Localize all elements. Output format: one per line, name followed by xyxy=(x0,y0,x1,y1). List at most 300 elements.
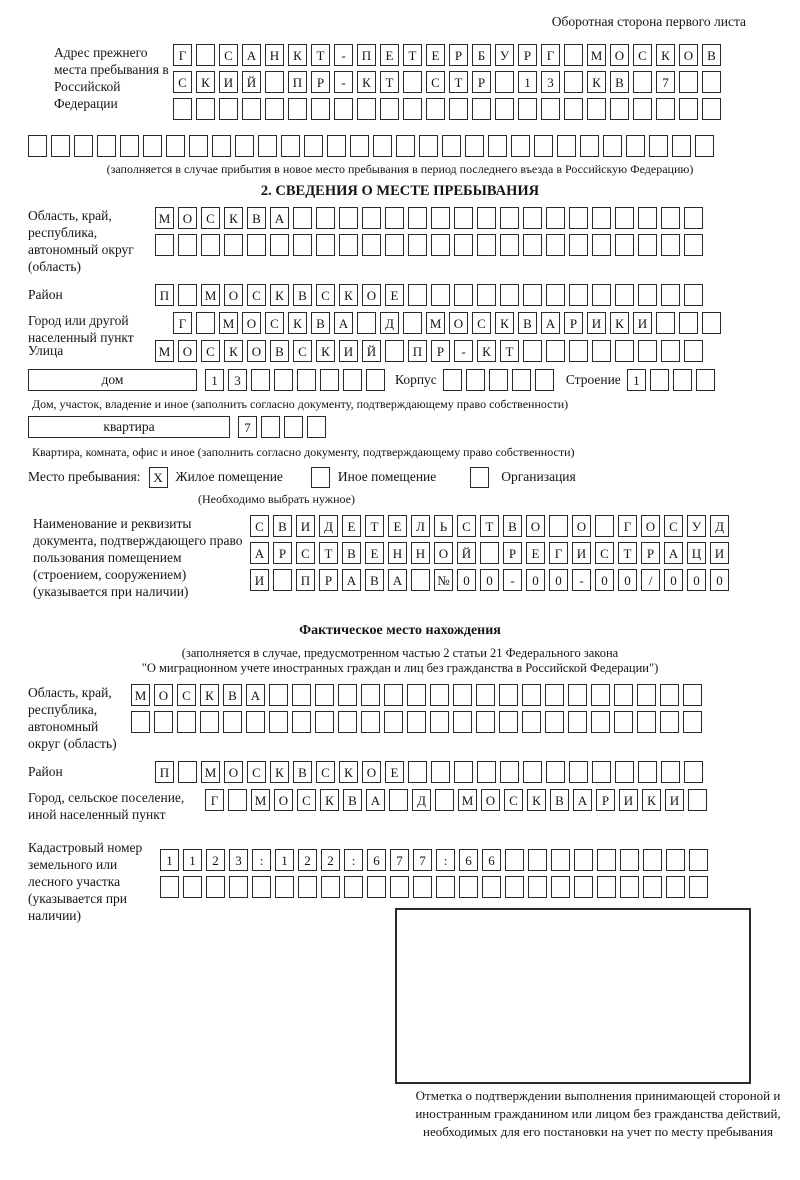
char-box[interactable] xyxy=(637,711,656,733)
char-box[interactable] xyxy=(361,711,380,733)
char-box[interactable] xyxy=(270,234,289,256)
char-box[interactable]: К xyxy=(224,207,243,229)
char-box[interactable] xyxy=(235,135,254,157)
char-box[interactable]: О xyxy=(178,340,197,362)
char-box[interactable]: В xyxy=(702,44,721,66)
char-box[interactable] xyxy=(413,876,432,898)
char-box[interactable] xyxy=(385,340,404,362)
char-box[interactable] xyxy=(482,876,501,898)
char-box[interactable] xyxy=(166,135,185,157)
char-box[interactable] xyxy=(580,135,599,157)
char-box[interactable]: С xyxy=(426,71,445,93)
char-box[interactable] xyxy=(196,312,215,334)
char-box[interactable]: Г xyxy=(618,515,637,537)
char-box[interactable] xyxy=(407,711,426,733)
char-box[interactable]: С xyxy=(316,284,335,306)
char-box[interactable] xyxy=(367,876,386,898)
char-box[interactable]: С xyxy=(504,789,523,811)
char-box[interactable] xyxy=(357,98,376,120)
char-box[interactable]: О xyxy=(679,44,698,66)
char-box[interactable] xyxy=(673,369,692,391)
stay-option-other-checkbox[interactable] xyxy=(311,467,330,488)
char-box[interactable] xyxy=(614,684,633,706)
char-box[interactable] xyxy=(549,515,568,537)
char-box[interactable]: К xyxy=(316,340,335,362)
char-box[interactable]: 0 xyxy=(618,569,637,591)
char-box[interactable]: В xyxy=(518,312,537,334)
char-box[interactable] xyxy=(362,234,381,256)
char-box[interactable]: 0 xyxy=(480,569,499,591)
char-box[interactable]: Р xyxy=(641,542,660,564)
char-box[interactable] xyxy=(449,98,468,120)
char-box[interactable]: И xyxy=(710,542,729,564)
char-box[interactable]: О xyxy=(362,761,381,783)
char-box[interactable]: Т xyxy=(319,542,338,564)
char-box[interactable] xyxy=(454,234,473,256)
char-box[interactable]: 3 xyxy=(229,849,248,871)
char-box[interactable] xyxy=(385,207,404,229)
char-box[interactable] xyxy=(178,761,197,783)
char-box[interactable]: К xyxy=(527,789,546,811)
char-box[interactable] xyxy=(688,789,707,811)
char-box[interactable]: М xyxy=(219,312,238,334)
char-box[interactable]: К xyxy=(320,789,339,811)
char-box[interactable] xyxy=(702,71,721,93)
char-box[interactable] xyxy=(454,284,473,306)
char-box[interactable] xyxy=(656,312,675,334)
char-box[interactable] xyxy=(568,684,587,706)
char-box[interactable] xyxy=(269,711,288,733)
char-box[interactable] xyxy=(638,761,657,783)
char-box[interactable]: Т xyxy=(500,340,519,362)
char-box[interactable] xyxy=(615,284,634,306)
char-box[interactable]: М xyxy=(587,44,606,66)
char-box[interactable]: К xyxy=(642,789,661,811)
char-box[interactable] xyxy=(403,98,422,120)
char-box[interactable]: В xyxy=(223,684,242,706)
char-box[interactable]: М xyxy=(131,684,150,706)
char-box[interactable] xyxy=(702,312,721,334)
char-box[interactable] xyxy=(477,207,496,229)
char-box[interactable]: Р xyxy=(311,71,330,93)
char-box[interactable]: С xyxy=(457,515,476,537)
char-box[interactable]: А xyxy=(342,569,361,591)
char-box[interactable]: С xyxy=(316,761,335,783)
char-box[interactable] xyxy=(489,369,508,391)
char-box[interactable] xyxy=(546,284,565,306)
char-box[interactable]: В xyxy=(550,789,569,811)
char-box[interactable] xyxy=(411,569,430,591)
char-box[interactable] xyxy=(620,849,639,871)
char-box[interactable] xyxy=(569,284,588,306)
char-box[interactable] xyxy=(523,761,542,783)
char-box[interactable] xyxy=(459,876,478,898)
char-box[interactable] xyxy=(592,761,611,783)
char-box[interactable]: 7 xyxy=(390,849,409,871)
char-box[interactable]: О xyxy=(572,515,591,537)
char-box[interactable] xyxy=(343,369,362,391)
char-box[interactable] xyxy=(661,340,680,362)
char-box[interactable] xyxy=(265,98,284,120)
char-box[interactable]: С xyxy=(219,44,238,66)
char-box[interactable] xyxy=(426,98,445,120)
char-box[interactable] xyxy=(154,711,173,733)
char-box[interactable]: С xyxy=(177,684,196,706)
char-box[interactable] xyxy=(292,684,311,706)
char-box[interactable]: Р xyxy=(273,542,292,564)
char-box[interactable] xyxy=(545,684,564,706)
char-box[interactable] xyxy=(592,207,611,229)
char-box[interactable]: О xyxy=(526,515,545,537)
char-box[interactable]: П xyxy=(357,44,376,66)
char-box[interactable] xyxy=(385,234,404,256)
char-box[interactable]: Е xyxy=(342,515,361,537)
char-box[interactable]: Д xyxy=(380,312,399,334)
char-box[interactable] xyxy=(679,71,698,93)
char-box[interactable]: Р xyxy=(564,312,583,334)
char-box[interactable] xyxy=(321,876,340,898)
char-box[interactable] xyxy=(338,684,357,706)
char-box[interactable]: Р xyxy=(596,789,615,811)
char-box[interactable]: С xyxy=(664,515,683,537)
char-box[interactable] xyxy=(569,234,588,256)
char-box[interactable] xyxy=(408,207,427,229)
char-box[interactable] xyxy=(505,876,524,898)
char-box[interactable]: : xyxy=(344,849,363,871)
char-box[interactable] xyxy=(500,284,519,306)
char-box[interactable]: 7 xyxy=(238,416,257,438)
char-box[interactable] xyxy=(212,135,231,157)
char-box[interactable]: Т xyxy=(365,515,384,537)
char-box[interactable] xyxy=(638,284,657,306)
char-box[interactable]: 0 xyxy=(549,569,568,591)
char-box[interactable]: М xyxy=(251,789,270,811)
char-box[interactable] xyxy=(656,98,675,120)
char-box[interactable] xyxy=(442,135,461,157)
char-box[interactable]: Т xyxy=(618,542,637,564)
char-box[interactable]: К xyxy=(477,340,496,362)
char-box[interactable]: Р xyxy=(319,569,338,591)
char-box[interactable] xyxy=(293,207,312,229)
char-box[interactable] xyxy=(407,684,426,706)
char-box[interactable] xyxy=(242,98,261,120)
char-box[interactable] xyxy=(275,876,294,898)
char-box[interactable] xyxy=(466,369,485,391)
char-box[interactable]: О xyxy=(178,207,197,229)
char-box[interactable]: Т xyxy=(403,44,422,66)
char-box[interactable]: С xyxy=(296,542,315,564)
char-box[interactable] xyxy=(499,684,518,706)
char-box[interactable]: М xyxy=(458,789,477,811)
char-box[interactable]: П xyxy=(155,284,174,306)
char-box[interactable]: Р xyxy=(472,71,491,93)
char-box[interactable] xyxy=(431,284,450,306)
char-box[interactable] xyxy=(695,135,714,157)
char-box[interactable] xyxy=(344,876,363,898)
char-box[interactable] xyxy=(430,711,449,733)
char-box[interactable] xyxy=(178,284,197,306)
char-box[interactable]: Г xyxy=(173,44,192,66)
char-box[interactable] xyxy=(638,340,657,362)
char-box[interactable] xyxy=(443,369,462,391)
char-box[interactable] xyxy=(592,234,611,256)
char-box[interactable] xyxy=(522,684,541,706)
char-box[interactable] xyxy=(546,340,565,362)
char-box[interactable]: К xyxy=(196,71,215,93)
char-box[interactable]: С xyxy=(247,284,266,306)
char-box[interactable]: Г xyxy=(205,789,224,811)
char-box[interactable] xyxy=(477,761,496,783)
char-box[interactable] xyxy=(511,135,530,157)
char-box[interactable] xyxy=(173,98,192,120)
char-box[interactable]: М xyxy=(201,761,220,783)
char-box[interactable] xyxy=(247,234,266,256)
char-box[interactable]: № xyxy=(434,569,453,591)
char-box[interactable]: Т xyxy=(480,515,499,537)
char-box[interactable] xyxy=(465,135,484,157)
char-box[interactable]: В xyxy=(293,284,312,306)
char-box[interactable]: 3 xyxy=(228,369,247,391)
char-box[interactable] xyxy=(97,135,116,157)
char-box[interactable] xyxy=(528,849,547,871)
char-box[interactable]: Е xyxy=(526,542,545,564)
char-box[interactable] xyxy=(281,135,300,157)
char-box[interactable] xyxy=(522,711,541,733)
char-box[interactable] xyxy=(534,135,553,157)
char-box[interactable] xyxy=(327,135,346,157)
char-box[interactable] xyxy=(316,234,335,256)
char-box[interactable]: О xyxy=(449,312,468,334)
char-box[interactable] xyxy=(615,207,634,229)
char-box[interactable] xyxy=(684,284,703,306)
char-box[interactable]: К xyxy=(339,284,358,306)
char-box[interactable] xyxy=(431,234,450,256)
char-box[interactable] xyxy=(500,207,519,229)
char-box[interactable] xyxy=(523,234,542,256)
char-box[interactable]: : xyxy=(252,849,271,871)
char-box[interactable]: П xyxy=(408,340,427,362)
char-box[interactable] xyxy=(597,876,616,898)
char-box[interactable]: Д xyxy=(710,515,729,537)
char-box[interactable] xyxy=(610,98,629,120)
char-box[interactable] xyxy=(384,684,403,706)
char-box[interactable]: А xyxy=(250,542,269,564)
char-box[interactable]: А xyxy=(242,44,261,66)
char-box[interactable] xyxy=(500,234,519,256)
char-box[interactable]: 1 xyxy=(627,369,646,391)
char-box[interactable]: Г xyxy=(173,312,192,334)
char-box[interactable] xyxy=(569,207,588,229)
char-box[interactable] xyxy=(574,876,593,898)
char-box[interactable] xyxy=(696,369,715,391)
char-box[interactable]: В xyxy=(342,542,361,564)
char-box[interactable] xyxy=(380,98,399,120)
char-box[interactable] xyxy=(316,207,335,229)
char-box[interactable]: М xyxy=(155,207,174,229)
char-box[interactable] xyxy=(587,98,606,120)
char-box[interactable] xyxy=(546,207,565,229)
char-box[interactable] xyxy=(592,284,611,306)
char-box[interactable] xyxy=(661,234,680,256)
char-box[interactable]: 0 xyxy=(664,569,683,591)
char-box[interactable] xyxy=(684,207,703,229)
char-box[interactable]: Н xyxy=(265,44,284,66)
char-box[interactable] xyxy=(403,312,422,334)
char-box[interactable]: 1 xyxy=(275,849,294,871)
char-box[interactable] xyxy=(384,711,403,733)
char-box[interactable] xyxy=(603,135,622,157)
char-box[interactable]: С xyxy=(247,761,266,783)
char-box[interactable] xyxy=(684,340,703,362)
char-box[interactable]: К xyxy=(339,761,358,783)
char-box[interactable]: К xyxy=(357,71,376,93)
char-box[interactable]: 1 xyxy=(518,71,537,93)
char-box[interactable] xyxy=(431,207,450,229)
char-box[interactable] xyxy=(683,684,702,706)
char-box[interactable]: Е xyxy=(385,284,404,306)
char-box[interactable] xyxy=(178,234,197,256)
char-box[interactable]: - xyxy=(572,569,591,591)
char-box[interactable] xyxy=(476,711,495,733)
char-box[interactable] xyxy=(454,761,473,783)
char-box[interactable] xyxy=(643,876,662,898)
char-box[interactable] xyxy=(219,98,238,120)
apartment-type-box[interactable]: квартира xyxy=(28,416,230,438)
char-box[interactable]: Й xyxy=(457,542,476,564)
char-box[interactable] xyxy=(638,207,657,229)
char-box[interactable]: В xyxy=(273,515,292,537)
char-box[interactable]: К xyxy=(587,71,606,93)
char-box[interactable]: 6 xyxy=(459,849,478,871)
char-box[interactable]: А xyxy=(388,569,407,591)
char-box[interactable] xyxy=(297,369,316,391)
char-box[interactable]: М xyxy=(201,284,220,306)
char-box[interactable] xyxy=(350,135,369,157)
char-box[interactable] xyxy=(311,98,330,120)
char-box[interactable] xyxy=(74,135,93,157)
char-box[interactable]: О xyxy=(641,515,660,537)
char-box[interactable] xyxy=(551,849,570,871)
char-box[interactable]: 7 xyxy=(656,71,675,93)
char-box[interactable] xyxy=(569,340,588,362)
char-box[interactable]: П xyxy=(296,569,315,591)
char-box[interactable] xyxy=(476,684,495,706)
house-type-box[interactable]: дом xyxy=(28,369,197,391)
char-box[interactable]: : xyxy=(436,849,455,871)
char-box[interactable]: 6 xyxy=(367,849,386,871)
char-box[interactable]: 0 xyxy=(595,569,614,591)
char-box[interactable] xyxy=(666,876,685,898)
char-box[interactable] xyxy=(512,369,531,391)
char-box[interactable]: И xyxy=(619,789,638,811)
char-box[interactable] xyxy=(660,684,679,706)
char-box[interactable] xyxy=(435,789,454,811)
char-box[interactable]: С xyxy=(293,340,312,362)
char-box[interactable] xyxy=(246,711,265,733)
char-box[interactable] xyxy=(569,761,588,783)
char-box[interactable] xyxy=(661,284,680,306)
char-box[interactable] xyxy=(488,135,507,157)
char-box[interactable]: О xyxy=(610,44,629,66)
char-box[interactable] xyxy=(523,207,542,229)
char-box[interactable] xyxy=(637,684,656,706)
char-box[interactable]: Ь xyxy=(434,515,453,537)
char-box[interactable]: 0 xyxy=(457,569,476,591)
char-box[interactable] xyxy=(614,711,633,733)
char-box[interactable] xyxy=(362,207,381,229)
char-box[interactable]: Е xyxy=(385,761,404,783)
char-box[interactable]: 0 xyxy=(710,569,729,591)
char-box[interactable] xyxy=(615,234,634,256)
char-box[interactable]: С xyxy=(173,71,192,93)
char-box[interactable] xyxy=(661,761,680,783)
char-box[interactable]: В xyxy=(293,761,312,783)
char-box[interactable]: - xyxy=(503,569,522,591)
char-box[interactable] xyxy=(261,416,280,438)
char-box[interactable]: О xyxy=(481,789,500,811)
char-box[interactable] xyxy=(284,416,303,438)
char-box[interactable] xyxy=(155,234,174,256)
char-box[interactable] xyxy=(189,135,208,157)
char-box[interactable]: Д xyxy=(412,789,431,811)
char-box[interactable]: А xyxy=(366,789,385,811)
char-box[interactable]: А xyxy=(334,312,353,334)
char-box[interactable]: 6 xyxy=(482,849,501,871)
char-box[interactable]: Т xyxy=(380,71,399,93)
char-box[interactable]: / xyxy=(641,569,660,591)
char-box[interactable]: И xyxy=(572,542,591,564)
char-box[interactable]: К xyxy=(288,44,307,66)
char-box[interactable]: Й xyxy=(362,340,381,362)
char-box[interactable]: О xyxy=(247,340,266,362)
char-box[interactable] xyxy=(638,234,657,256)
char-box[interactable]: С xyxy=(297,789,316,811)
char-box[interactable]: Ц xyxy=(687,542,706,564)
char-box[interactable]: Е xyxy=(365,542,384,564)
char-box[interactable] xyxy=(373,135,392,157)
char-box[interactable]: В xyxy=(270,340,289,362)
char-box[interactable]: 2 xyxy=(321,849,340,871)
char-box[interactable]: В xyxy=(503,515,522,537)
char-box[interactable]: И xyxy=(219,71,238,93)
char-box[interactable] xyxy=(564,44,583,66)
char-box[interactable]: А xyxy=(246,684,265,706)
char-box[interactable]: П xyxy=(155,761,174,783)
char-box[interactable] xyxy=(477,234,496,256)
char-box[interactable]: К xyxy=(270,284,289,306)
char-box[interactable]: 2 xyxy=(206,849,225,871)
char-box[interactable]: К xyxy=(656,44,675,66)
char-box[interactable] xyxy=(591,711,610,733)
char-box[interactable]: - xyxy=(454,340,473,362)
char-box[interactable] xyxy=(51,135,70,157)
char-box[interactable] xyxy=(523,284,542,306)
char-box[interactable] xyxy=(252,876,271,898)
char-box[interactable]: Р xyxy=(449,44,468,66)
char-box[interactable]: С xyxy=(265,312,284,334)
char-box[interactable]: В xyxy=(311,312,330,334)
char-box[interactable]: И xyxy=(296,515,315,537)
char-box[interactable] xyxy=(574,849,593,871)
char-box[interactable] xyxy=(666,849,685,871)
char-box[interactable] xyxy=(615,761,634,783)
char-box[interactable]: С xyxy=(595,542,614,564)
char-box[interactable]: Б xyxy=(472,44,491,66)
char-box[interactable] xyxy=(160,876,179,898)
char-box[interactable] xyxy=(546,234,565,256)
char-box[interactable] xyxy=(419,135,438,157)
char-box[interactable]: М xyxy=(426,312,445,334)
